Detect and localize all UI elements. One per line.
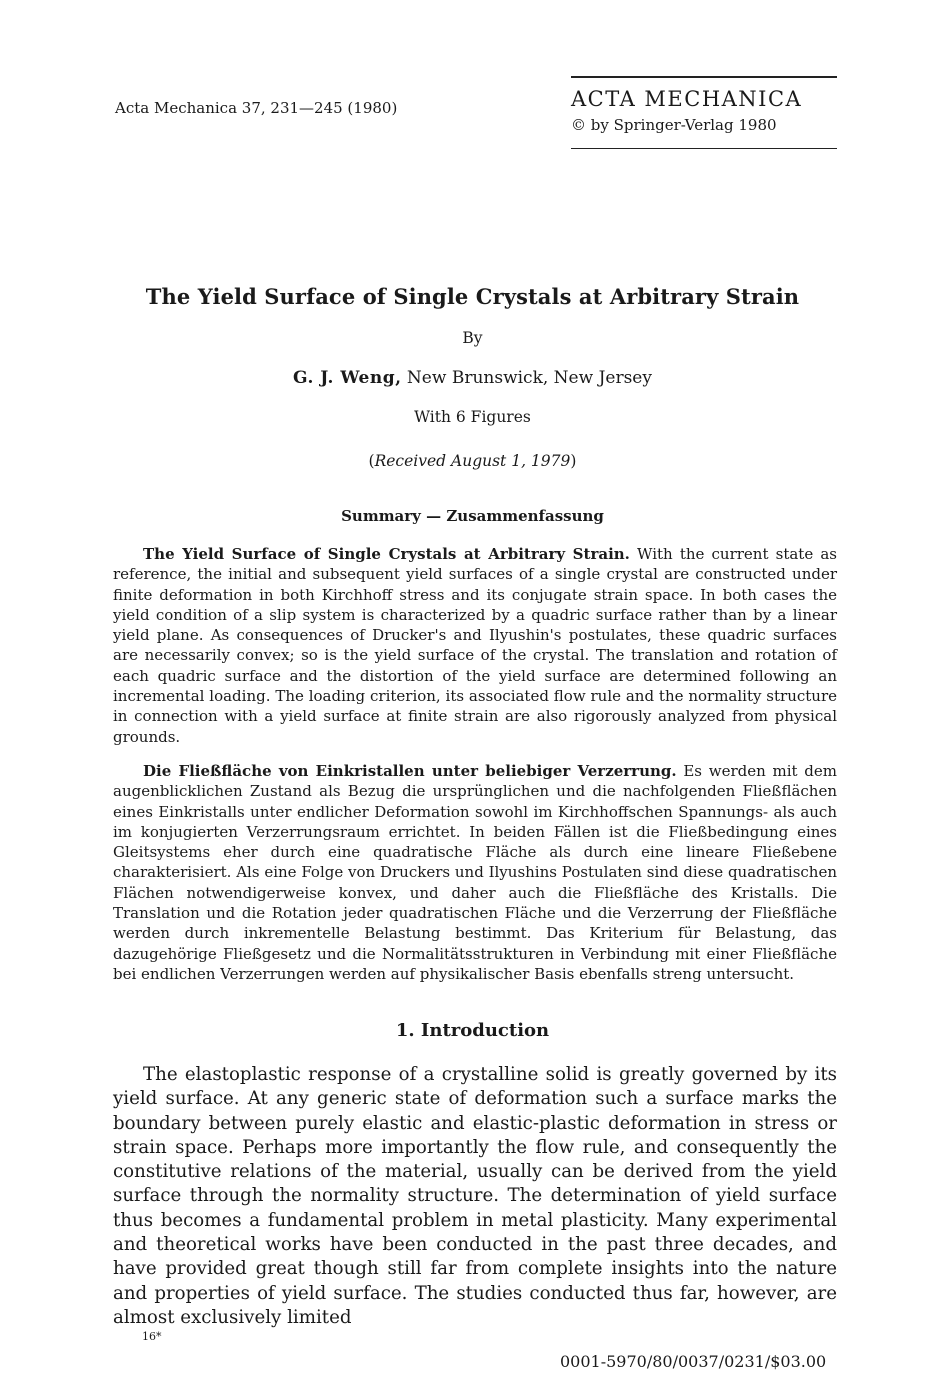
figures-note: With 6 Figures [414, 408, 531, 426]
article-title: The Yield Surface of Single Crystals at Arbitrary Strain [145, 284, 800, 309]
introduction-paragraph: The elastoplastic response of a crystalline solid is greatly governed by its yield surface. At any generic state of deformation such a surface marks the boundary between purely elastic and elastic-plastic deformation in stress or strain space. Perhaps more importantly the flow rule, and consequently the constitutive relations of the material, usually can be derived from the yield surface through the normality structure. The determination of yield surface thus becomes a fundamental problem in metal plasticity. Many experimental and theoretical works have been conducted in the past three decades, and have provided great though still far from complete insights into the nature and properties of yield surface. The studies conducted thus far, however, are almost exclusively limited [113, 1064, 837, 1328]
author-name: G. J. Weng, [293, 368, 402, 388]
author-line [0, 368, 945, 388]
by-line: By [462, 329, 483, 347]
german-abstract-text: Es werden mit dem augenblicklichen Zustand als Bezug die ursprünglichen und die nachfolgenden Fließflächen eines Einkristalls unter endlicher Deformation sowohl im Kirchhoffschen Spannungs- als auch im konjugierten Verzerrungsraum errichtet. In beiden Fällen ist die Fließbedingung eines Gleitsystems eher durch eine quadratische Fläche als durch eine lineare Fließebene charakterisiert. Als eine Folge von Druckers und Ilyushins Postulaten sind diese quadratischen Flächen notwendigerweise konvex, und daher auch die Fließfläche des Kristalls. Die Translation und die Rotation jeder quadratischen Fläche und die Verzerrung der Fließfläche werden durch inkrementelle Belastung bestimmt. Das Kriterium für Belastung, das dazugehörige Fließgesetz und die Normalitätsstrukturen in Verbindung mit einer Fließfläche bei endlichen Verzerrungen werden auf physikalischer Basis ebenfalls streng untersucht. [113, 762, 838, 983]
author-location: New Brunswick, New Jersey [401, 368, 652, 388]
german-abstract-lead: Die Fließfläche von Einkristallen unter beliebiger Verzerrung. [143, 762, 677, 780]
summary-heading: Summary — Zusammenfassung [341, 507, 604, 525]
masthead-bottom-rule [571, 148, 837, 149]
page-signature-mark: 16* [142, 1330, 162, 1343]
received-open-paren: ( [368, 452, 375, 470]
journal-reference: Acta Mechanica 37, 231—245 (1980) [115, 99, 398, 117]
journal-masthead [571, 76, 837, 149]
english-abstract-lead: The Yield Surface of Single Crystals at Arbitrary Strain. [143, 545, 630, 563]
journal-name: ACTA MECHANICA [571, 87, 803, 111]
issn-code: 0001-5970/80/0037/0231/$03.00 [560, 1352, 827, 1371]
german-abstract [113, 761, 837, 984]
english-abstract-text: With the current state as reference, the initial and subsequent yield surfaces of a single crystal are constructed under finite deformation in both Kirchhoff stress and its conjugate strain space. In both cases the yield condition of a slip system is characterized by a quadric surface rather than by a linear yield plane. As consequences of Drucker's and Ilyushin's postulates, these quadric surfaces are necessarily convex; so is the yield surface of the crystal. The translation and rotation of each quadric surface and the distortion of the yield surface are determined following an incremental loading. The loading criterion, its associated flow rule and the normality structure in connection with a yield surface at finite strain are also rigorously analyzed from physical grounds. [113, 545, 837, 746]
received-close-paren: ) [570, 452, 577, 470]
copyright-line: © by Springer-Verlag 1980 [571, 116, 777, 134]
masthead-top-rule [571, 76, 837, 78]
english-abstract [113, 544, 837, 747]
received-text: Received August 1, 1979 [374, 452, 571, 470]
received-date [0, 452, 945, 470]
introduction-heading: 1. Introduction [395, 1020, 550, 1041]
